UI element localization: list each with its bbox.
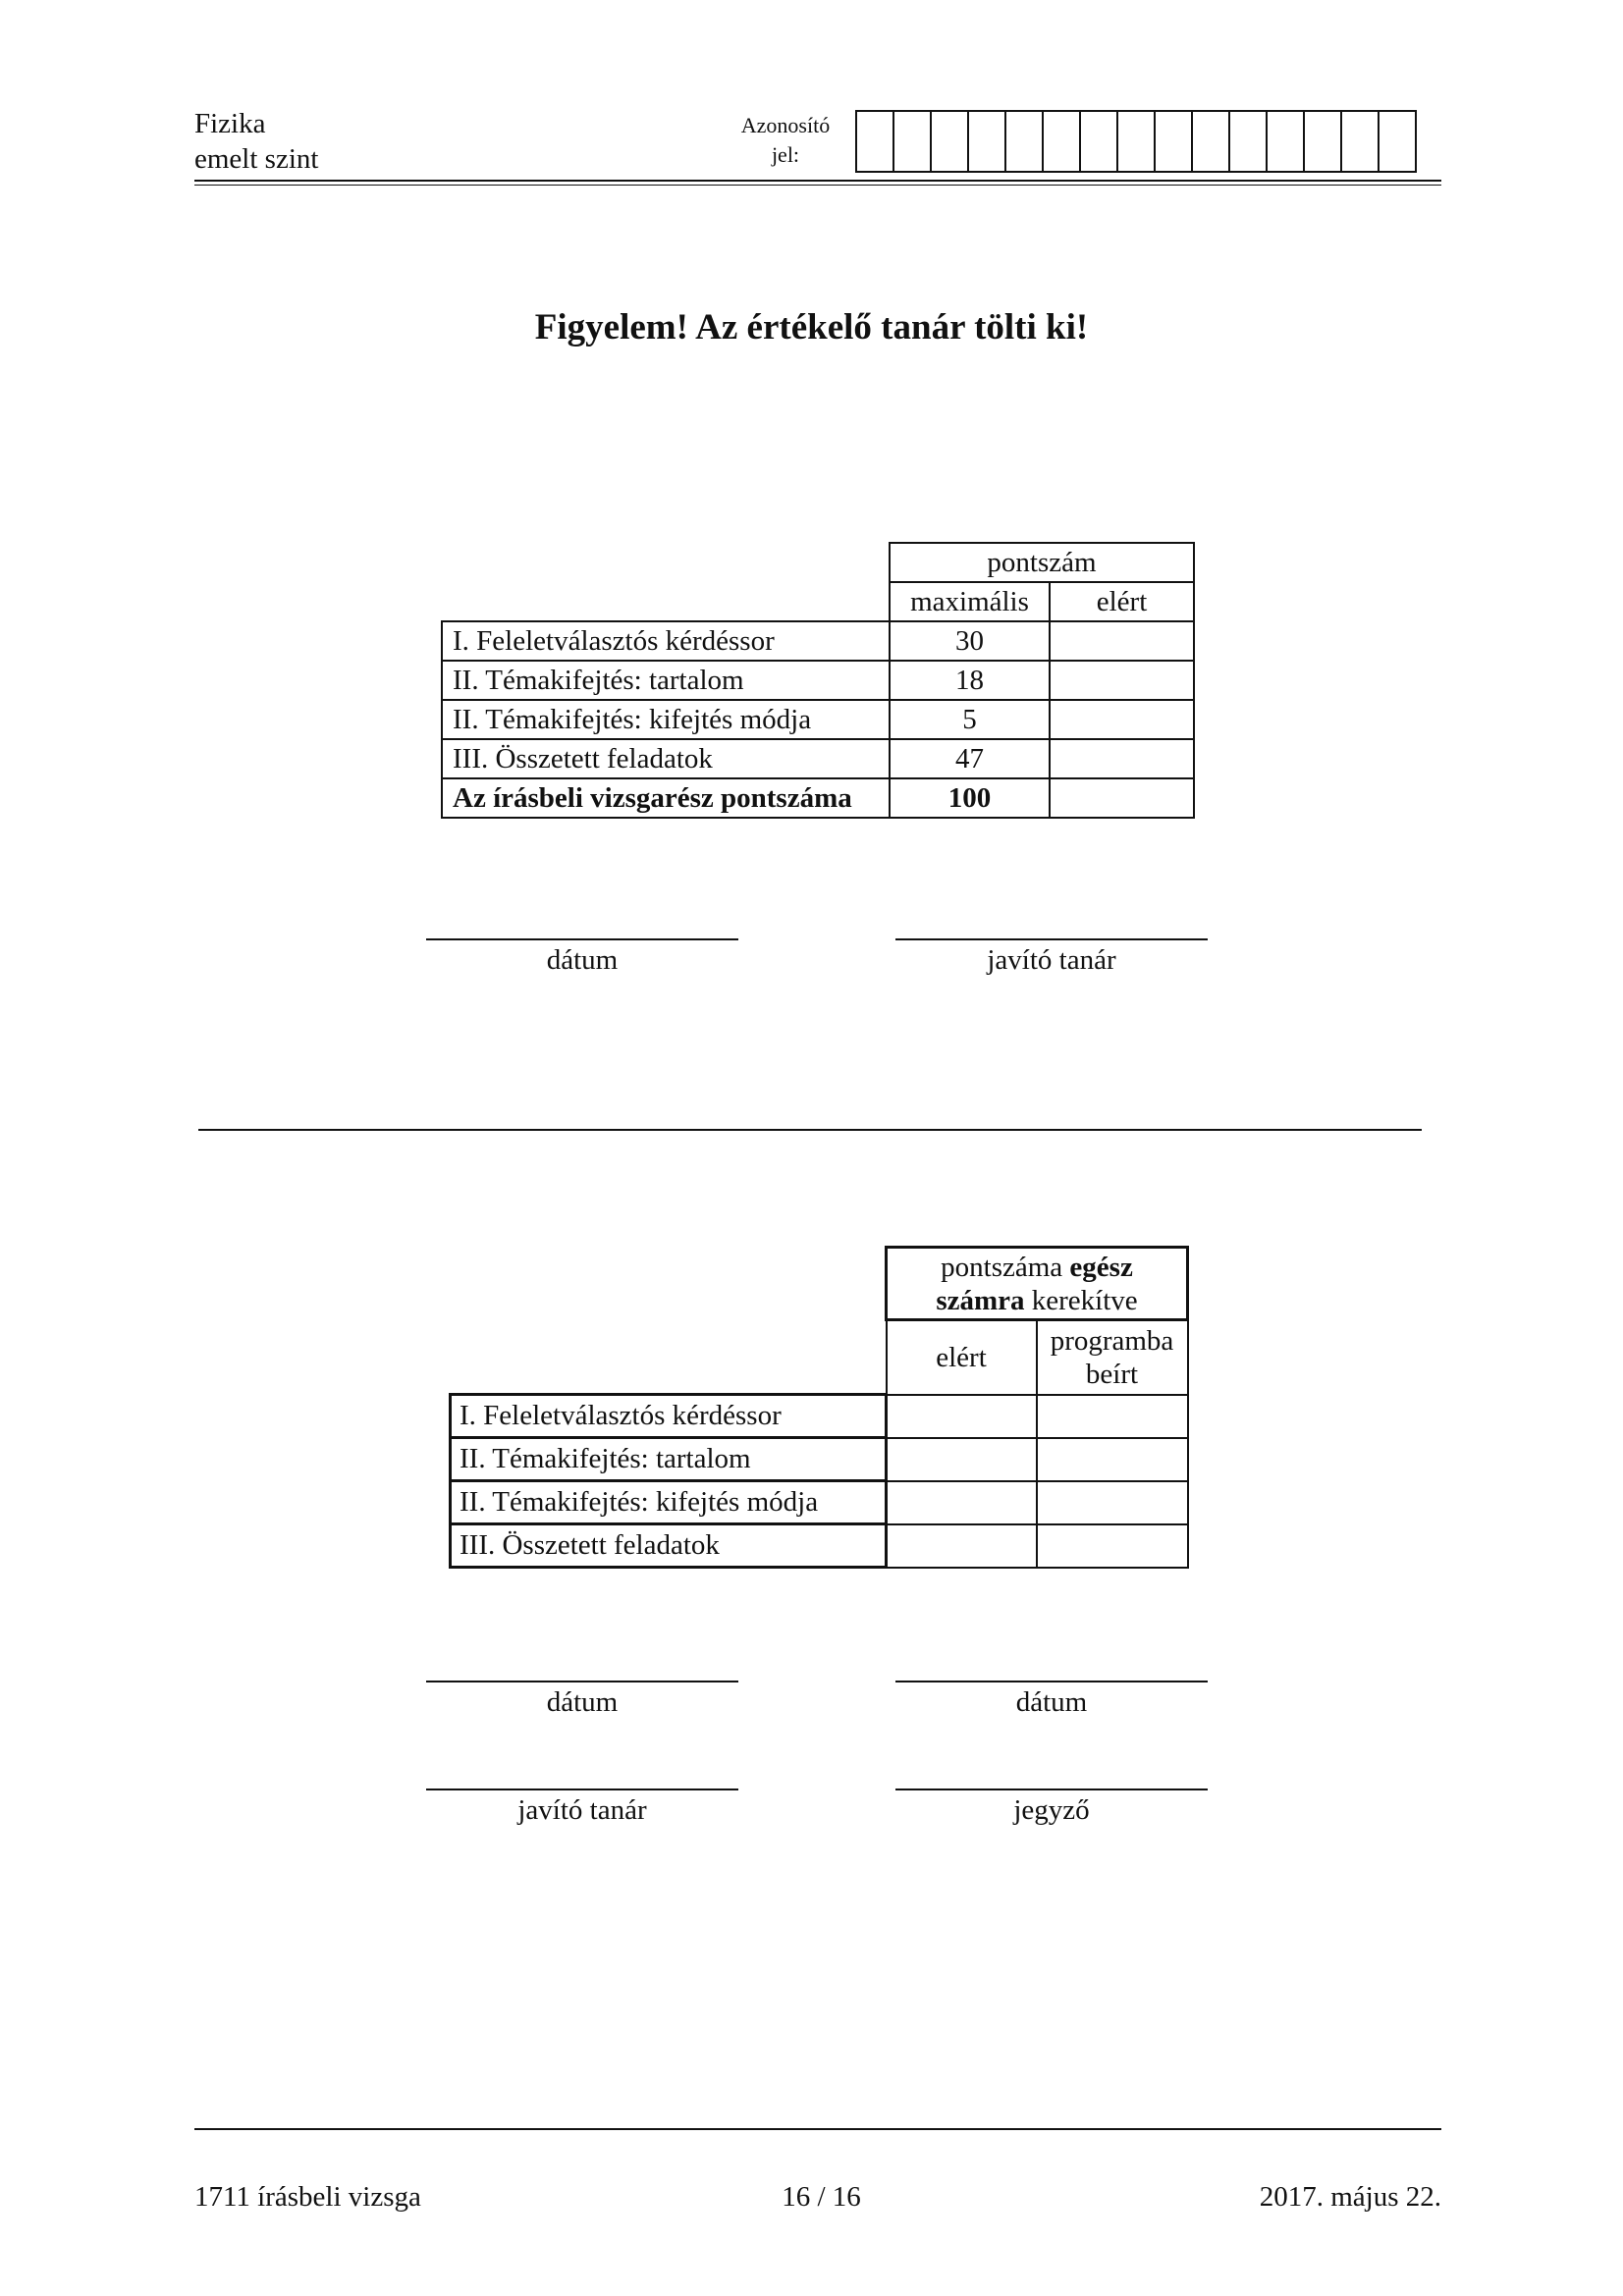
id-label-line1: Azonosító	[740, 113, 831, 137]
id-code-box[interactable]	[1305, 110, 1342, 173]
subject-label: Fizika	[194, 108, 266, 139]
date-label: dátum	[546, 1686, 619, 1718]
row-label: II. Témakifejtés: kifejtés módja	[451, 1481, 887, 1524]
table-row	[442, 700, 1194, 739]
table-row	[451, 1395, 1188, 1438]
id-code-box[interactable]	[1268, 110, 1305, 173]
footer-date: 2017. május 22.	[1259, 2181, 1441, 2213]
id-code-box[interactable]	[857, 110, 894, 173]
rounded-score-table	[449, 1246, 1189, 1569]
total-got-cell[interactable]	[1050, 778, 1194, 818]
row-got-cell[interactable]	[887, 1481, 1037, 1524]
page-title: Figyelem! Az értékelő tanár tölti ki!	[534, 307, 1089, 347]
row-got-cell[interactable]	[1050, 700, 1194, 739]
row-max: 5	[890, 700, 1050, 739]
table-row	[451, 1438, 1188, 1481]
row-got-cell[interactable]	[887, 1395, 1037, 1438]
id-code-box[interactable]	[1006, 110, 1044, 173]
row-label: I. Feleletválasztós kérdéssor	[451, 1395, 887, 1438]
id-code-box[interactable]	[1230, 110, 1268, 173]
row-program-cell[interactable]	[1037, 1524, 1188, 1568]
row-label: III. Összetett feladatok	[451, 1524, 887, 1568]
row-max: 47	[890, 739, 1050, 778]
section-divider	[198, 1129, 1422, 1131]
row-label: II. Témakifejtés: tartalom	[442, 661, 890, 700]
date-signature-line[interactable]	[426, 1681, 738, 1682]
notary-label: jegyző	[1013, 1794, 1090, 1826]
header-subject-block	[194, 106, 318, 177]
row-max: 30	[890, 621, 1050, 661]
id-code-box[interactable]	[1044, 110, 1081, 173]
date-signature-line[interactable]	[895, 1681, 1208, 1682]
table-row	[451, 1481, 1188, 1524]
table-row	[442, 739, 1194, 778]
table-row	[451, 1524, 1188, 1568]
table-row-total	[442, 778, 1194, 818]
id-code-box[interactable]	[1118, 110, 1156, 173]
total-label: Az írásbeli vizsgarész pontszáma	[442, 778, 890, 818]
col-program-header: programba beírt	[1037, 1320, 1188, 1395]
header-divider	[194, 180, 1441, 182]
row-got-cell[interactable]	[1050, 661, 1194, 700]
id-code-boxes[interactable]	[855, 110, 1417, 173]
col-got-header: elért	[887, 1320, 1037, 1395]
col-got-header: elért	[1050, 582, 1194, 621]
date-label: dátum	[1015, 1686, 1088, 1718]
rounded-score-header: pontszáma egész számra kerekítve	[887, 1248, 1188, 1320]
teacher-signature-line[interactable]	[426, 1789, 738, 1790]
row-got-cell[interactable]	[887, 1524, 1037, 1568]
footer-exam-code: 1711 írásbeli vizsga	[194, 2181, 421, 2213]
teacher-label: javító tanár	[987, 944, 1116, 976]
row-label: II. Témakifejtés: tartalom	[451, 1438, 887, 1481]
id-code-box[interactable]	[1342, 110, 1380, 173]
teacher-signature-line[interactable]	[895, 938, 1208, 940]
score-table	[441, 542, 1195, 819]
id-label	[722, 111, 849, 170]
id-label-line2: jel:	[771, 142, 800, 167]
table-row	[442, 661, 1194, 700]
row-got-cell[interactable]	[1050, 739, 1194, 778]
teacher-label: javító tanár	[517, 1794, 647, 1826]
date-signature-line[interactable]	[426, 938, 738, 940]
id-code-box[interactable]	[1081, 110, 1118, 173]
row-program-cell[interactable]	[1037, 1438, 1188, 1481]
id-code-box[interactable]	[1156, 110, 1193, 173]
total-max: 100	[890, 778, 1050, 818]
notary-signature-line[interactable]	[895, 1789, 1208, 1790]
row-program-cell[interactable]	[1037, 1395, 1188, 1438]
row-program-cell[interactable]	[1037, 1481, 1188, 1524]
footer-divider	[194, 2128, 1441, 2130]
level-label: emelt szint	[194, 143, 319, 175]
row-label: I. Feleletválasztós kérdéssor	[442, 621, 890, 661]
header-divider-thin	[194, 185, 1441, 186]
id-code-box[interactable]	[969, 110, 1006, 173]
row-got-cell[interactable]	[1050, 621, 1194, 661]
id-code-box[interactable]	[894, 110, 932, 173]
table-row	[442, 621, 1194, 661]
id-code-box[interactable]	[1193, 110, 1230, 173]
date-label: dátum	[546, 944, 619, 976]
row-label: II. Témakifejtés: kifejtés módja	[442, 700, 890, 739]
score-group-header: pontszám	[890, 543, 1194, 582]
row-label: III. Összetett feladatok	[442, 739, 890, 778]
col-max-header: maximális	[890, 582, 1050, 621]
page-number: 16 / 16	[782, 2181, 861, 2213]
row-got-cell[interactable]	[887, 1438, 1037, 1481]
id-code-box[interactable]	[1380, 110, 1417, 173]
row-max: 18	[890, 661, 1050, 700]
id-code-box[interactable]	[932, 110, 969, 173]
